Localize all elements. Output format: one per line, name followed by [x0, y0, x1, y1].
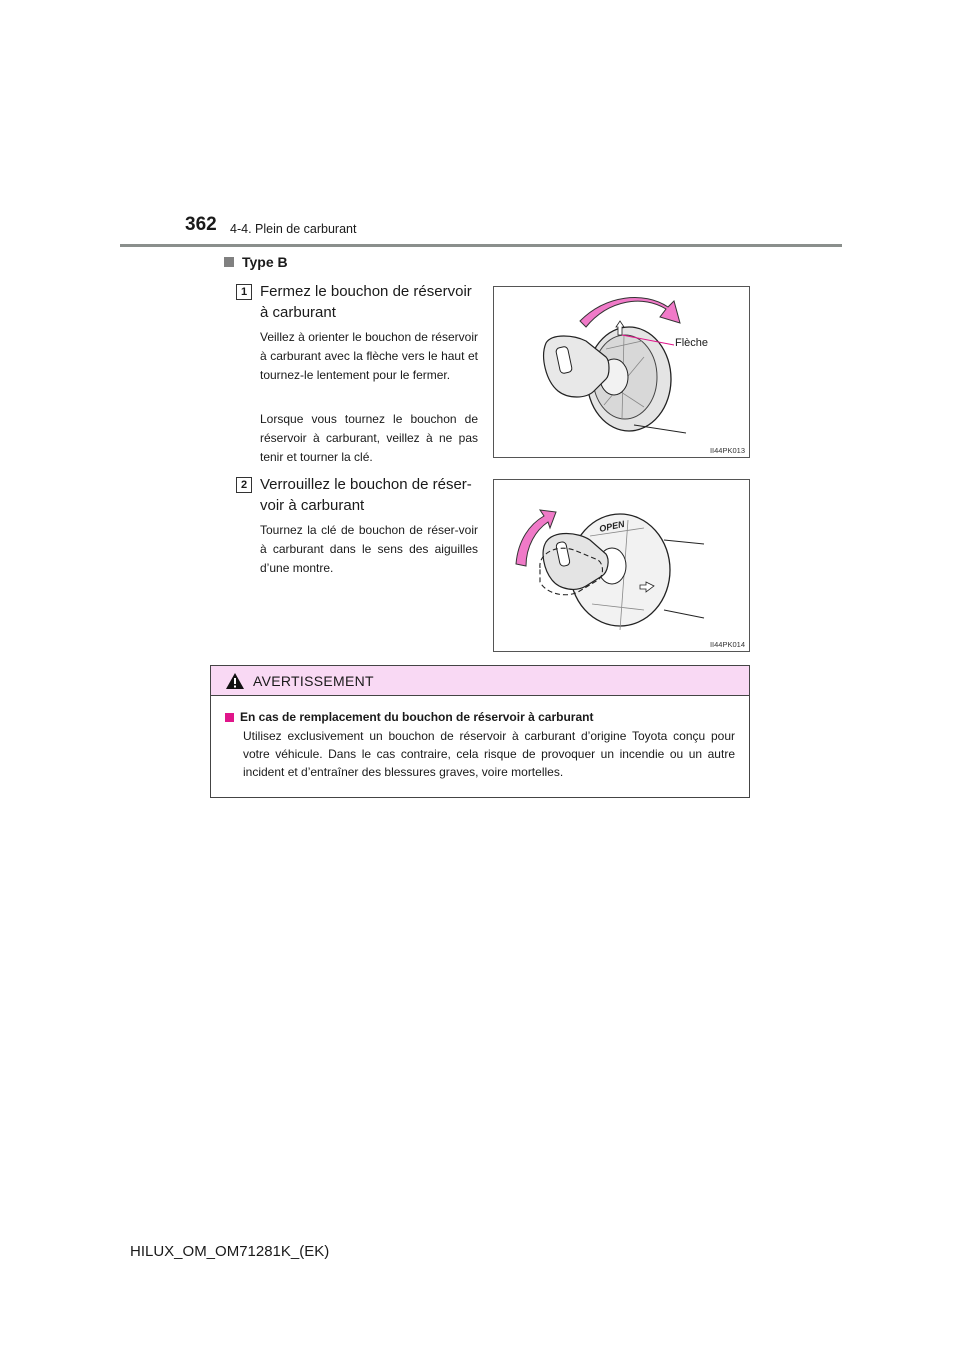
fuel-cap-close-illustration — [494, 287, 751, 459]
square-bullet-icon — [224, 257, 234, 267]
warning-subheading-text: En cas de remplacement du bouchon de réservoir à carburant — [240, 710, 594, 724]
section-title-text: Type B — [242, 254, 288, 270]
callout-fleche: Flèche — [675, 337, 709, 349]
step-2-number: 2 — [236, 477, 252, 493]
warning-box — [210, 665, 750, 798]
pink-square-bullet-icon — [225, 713, 234, 722]
document-id: HILUX_OM_OM71281K_(EK) — [130, 1243, 330, 1260]
header-divider — [120, 244, 842, 247]
step-2-title: Verrouillez le bouchon de réser-voir à carburant — [260, 476, 472, 514]
step-1-title: Fermez le bouchon de réservoir à carburant — [260, 283, 472, 321]
figure-code: II44PK014 — [709, 640, 745, 649]
chapter-title: 4-4. Plein de carburant — [230, 222, 357, 236]
warning-text: Utilisez exclusivement un bouchon de réservoir à carburant d’origine Toyota conçu pour votre véhicule. Dans le cas contraire, cela risque de provoquer un incendie ou un autre incident et d’entraîner des blessures graves, voire mortelles. — [243, 729, 735, 779]
figure-close-fuel-cap — [493, 286, 750, 458]
page-number: 362 — [185, 214, 217, 235]
step-2-paragraph-1: Tournez la clé de bouchon de réser-voir à carburant dans le sens des aiguilles d’une montre. — [260, 523, 478, 575]
warning-heading: AVERTISSEMENT — [253, 672, 374, 689]
open-cap-text: OPEN — [598, 518, 626, 534]
section-title — [224, 254, 288, 270]
step-1-number: 1 — [236, 284, 252, 300]
warning-subheading — [225, 710, 739, 724]
step-1-paragraph-1: Veillez à orienter le bouchon de réservoir à carburant avec la flèche vers le haut et tournez-le lentement pour le fermer. — [260, 330, 478, 382]
warning-triangle-icon — [225, 672, 245, 690]
warning-header — [211, 666, 749, 696]
step-1-paragraph-2: Lorsque vous tournez le bouchon de réservoir à carburant, veillez à ne pas tenir et tourner la clé. — [260, 412, 478, 464]
fuel-cap-lock-illustration — [494, 480, 751, 653]
figure-lock-fuel-cap — [493, 479, 750, 652]
figure-code: II44PK013 — [709, 446, 745, 455]
